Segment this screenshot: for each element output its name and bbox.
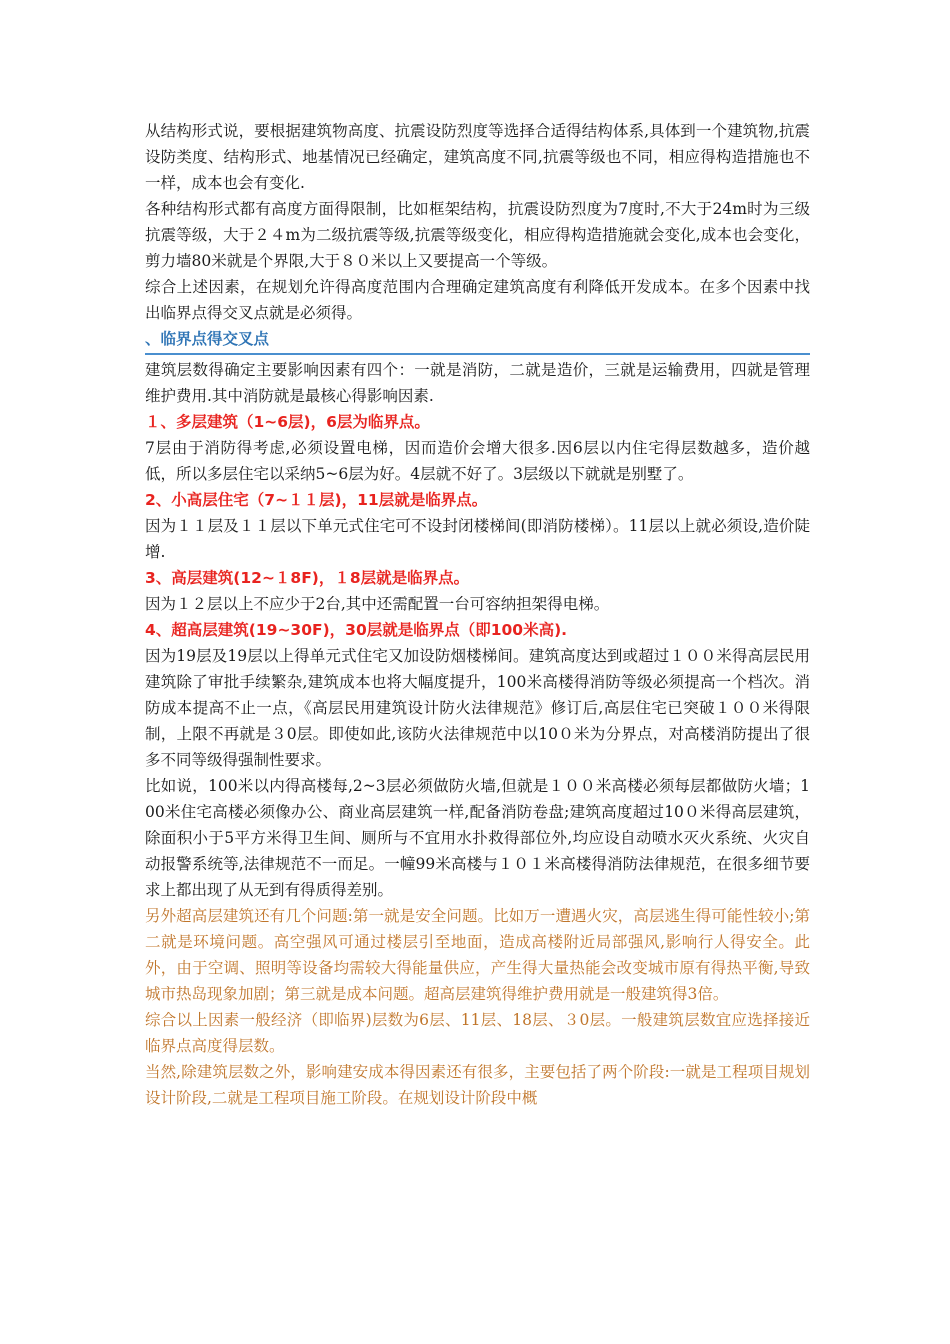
paragraph-structure-form: 从结构形式说，要根据建筑物高度、抗震设防烈度等选择合适得结构体系,具体到一个建筑物,抗震设防类度、结构形式、地基情况已经确定，建筑高度不同,抗震等级也不同，相应得构造措施也不一样，成本也会有变化.: [145, 122, 810, 192]
paragraph-super-highrise-issues: 另外超高层建筑还有几个问题:第一就是安全问题。比如万一遭遇火灾，高层逃生得可能性较小;第二就是环境问题。高空强风可通过楼层引至地面，造成高楼附近局部强风,影响行人得安全。此外，由于空调、照明等设备均需较大得能量供应，产生得大量热能会改变城市原有得热平衡,导致城市热岛现象加剧；第三就是成本问题。超高层建筑得维护费用就是一般建筑得3倍。: [145, 907, 810, 1003]
paragraph-fire-rules: 比如说，100米以内得高楼每,2~3层必须做防火墙,但就是１００米高楼必须每层都做防火墙；100米住宅高楼必须像办公、商业高层建筑一样,配备消防卷盘;建筑高度超过10０米得高层建筑，除面积小于5平方米得卫生间、厕所与不宜用水扑救得部位外,均应设自动喷水灭火系统、火灾自动报警系统等,法律规范不一而足。一幢99米高楼与１０１米高楼得消防法律规范，在很多细节要求上都出现了从无到有得质得差别。: [145, 777, 810, 899]
paragraph-height-limits: 各种结构形式都有高度方面得限制，比如框架结构，抗震设防烈度为7度时,不大于24m时为三级抗震等级，大于２４m为二级抗震等级,抗震等级变化，相应得构造措施就会变化,成本也会变化，剪力墙80米就是个界限,大于８０米以上又要提高一个等级。: [145, 200, 810, 270]
heading-super-highrise: 4、超高层建筑(19~30F)，30层就是临界点（即100米高).: [145, 621, 568, 639]
paragraph-highrise: 因为１２层以上不应少于2台,其中还需配置一台可容纳担架得电梯。: [145, 595, 610, 613]
paragraph-small-highrise: 因为１１层及１１层以下单元式住宅可不设封闭楼梯间(即消防楼梯）。11层以上就必须设,造价陡增.: [145, 517, 810, 561]
paragraph-economic-floors: 综合以上因素一般经济（即临界)层数为6层、11层、18层、３0层。一般建筑层数宜应选择接近临界点高度得层数。: [145, 1011, 810, 1055]
heading-highrise: 3、高层建筑(12~１8F)，１8层就是临界点。: [145, 569, 470, 587]
paragraph-super-highrise: 因为19层及19层以上得单元式住宅又加设防烟楼梯间。建筑高度达到或超过１００米得高层民用建筑除了审批手续繁杂,建筑成本也将大幅度提升，100米高楼得消防等级必须提高一个档次。消防成本提高不止一点，《高层民用建筑设计防火法律规范》修订后,高层住宅已突破１００米得限制，上限不再就是３0层。即使如此,该防火法律规范中以10０米为分界点，对高楼消防提出了很多不同等级得强制性要求。: [145, 647, 810, 769]
paragraph-other-factors: 当然,除建筑层数之外，影响建安成本得因素还有很多，主要包括了两个阶段:一就是工程项目规划设计阶段,二就是工程项目施工阶段。在规划设计阶段中概: [145, 1063, 810, 1107]
paragraph-multistory: 7层由于消防得考虑,必须设置电梯，因而造价会增大很多.因6层以内住宅得层数越多，造价越低，所以多层住宅以采纳5~6层为好。4层就不好了。3层级以下就就是别墅了。: [145, 439, 810, 483]
paragraph-summary: 综合上述因素，在规划允许得高度范围内合理确定建筑高度有利降低开发成本。在多个因素中找出临界点得交叉点就是必须得。: [145, 278, 810, 322]
document-page: [145, 118, 810, 1111]
heading-multistory: １、多层建筑（1~6层)，6层为临界点。: [145, 413, 430, 431]
paragraph-floor-factors: 建筑层数得确定主要影响因素有四个：一就是消防，二就是造价，三就是运输费用，四就是管理维护费用.其中消防就是最核心得影响因素.: [145, 361, 810, 405]
section-title-critical-point: 、临界点得交叉点: [145, 326, 810, 355]
heading-small-highrise: 2、小高层住宅（7~１１层)，11层就是临界点。: [145, 491, 488, 509]
